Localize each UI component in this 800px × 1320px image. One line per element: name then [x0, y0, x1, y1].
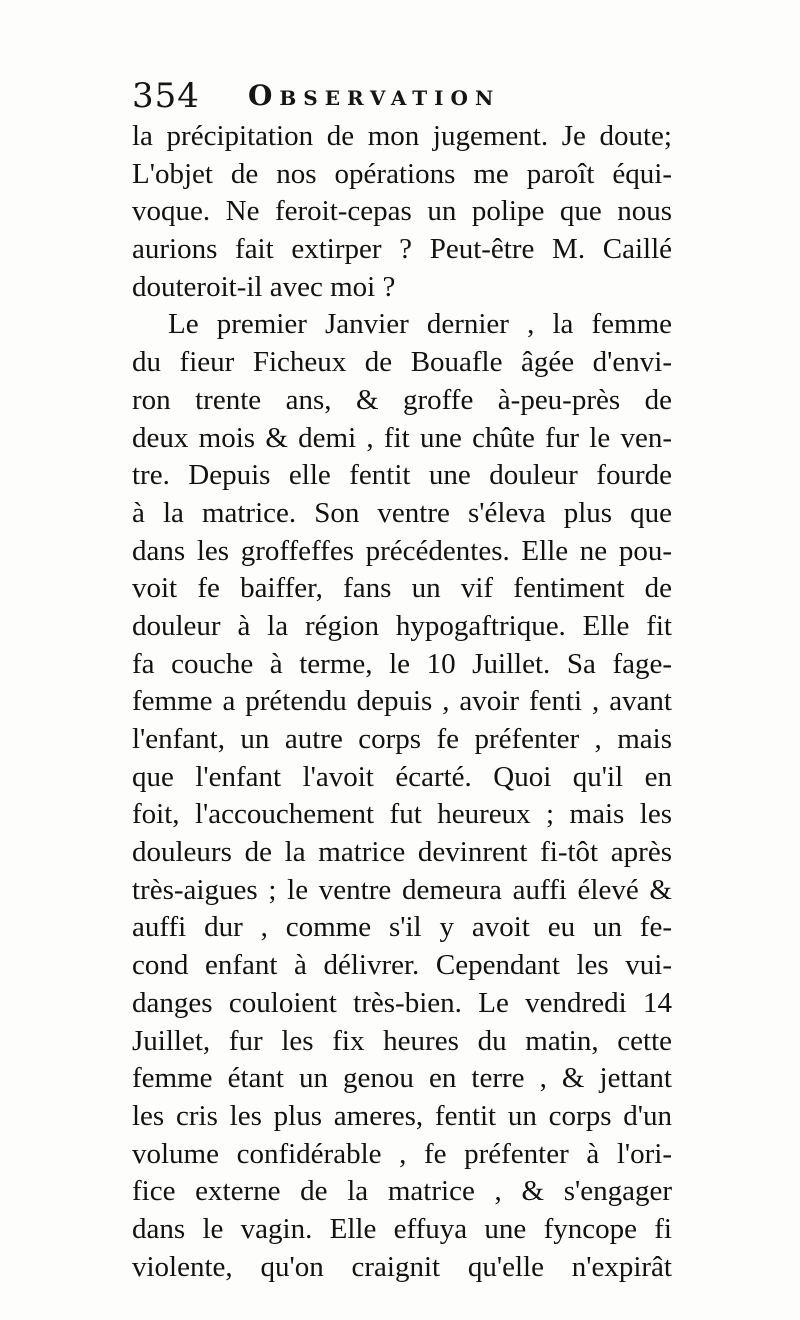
text-line: violente, qu'on craignit qu'elle n'expirât: [132, 1250, 672, 1283]
page-number: 354: [132, 76, 200, 116]
text-line: l'enfant, un autre corps fe préfenter , mais: [132, 723, 672, 755]
text-line: dans le vagin. Elle effuya une fyncope fi: [132, 1212, 672, 1245]
text-line: douleur à la région hypogaftrique. Elle fit: [132, 609, 672, 642]
text-line: deux mois & demi , fit une chûte fur le ven-: [132, 421, 672, 454]
text-line: à la matrice. Son ventre s'éleva plus que: [132, 496, 672, 529]
page-header: [132, 74, 672, 122]
text-line: danges couloient très-bien. Le vendredi 14: [132, 986, 672, 1019]
text-line: dans les groffeffes précédentes. Elle ne pou-: [132, 534, 672, 567]
text-line: la précipitation de mon jugement. Je doute;: [132, 120, 672, 152]
text-line: aurions fait extirper ? Peut-être M. Caillé: [132, 233, 672, 266]
text-line: Juillet, fur les fix heures du matin, cette: [132, 1024, 672, 1057]
text-line: volume confidérable , fe préfenter à l'ori-: [132, 1137, 672, 1170]
text-line: douleurs de la matrice devinrent fi-tôt après: [132, 836, 672, 869]
text-line: voit fe baiffer, fans un vif fentiment de: [132, 572, 672, 605]
text-line: femme a prétendu depuis , avoir fenti , avant: [132, 685, 672, 718]
text-line: auffi dur , comme s'il y avoit eu un fe-: [132, 911, 672, 944]
text-line: femme étant un genou en terre , & jettant: [132, 1062, 672, 1095]
text-line: fa couche à terme, le 10 Juillet. Sa fage-: [132, 647, 672, 680]
text-line: que l'enfant l'avoit écarté. Quoi qu'il en: [132, 760, 672, 793]
body-text: [132, 118, 672, 1286]
paragraph-start-line: Le premier Janvier dernier , la femme: [168, 308, 672, 341]
text-line: très-aigues ; le ventre demeura auffi élevé &: [132, 873, 672, 906]
text-line: douteroit-il avec moi ?: [132, 270, 396, 303]
text-line: foit, l'accouchement fut heureux ; mais les: [132, 798, 672, 831]
text-line: les cris les plus ameres, fentit un corps d'un: [132, 1099, 672, 1132]
text-line: voque. Ne feroit-cepas un polipe que nous: [132, 195, 672, 228]
text-line: ron trente ans, & groffe à-peu-près de: [132, 383, 672, 416]
text-line: du fieur Ficheux de Bouafle âgée d'envi-: [132, 346, 672, 379]
text-line: cond enfant à délivrer. Cependant les vui-: [132, 949, 672, 982]
running-head: Observation: [248, 79, 501, 112]
text-line: tre. Depuis elle fentit une douleur fourde: [132, 459, 672, 492]
text-line: L'objet de nos opérations me paroît équi-: [132, 157, 672, 190]
text-line: fice externe de la matrice , & s'engager: [132, 1175, 672, 1208]
